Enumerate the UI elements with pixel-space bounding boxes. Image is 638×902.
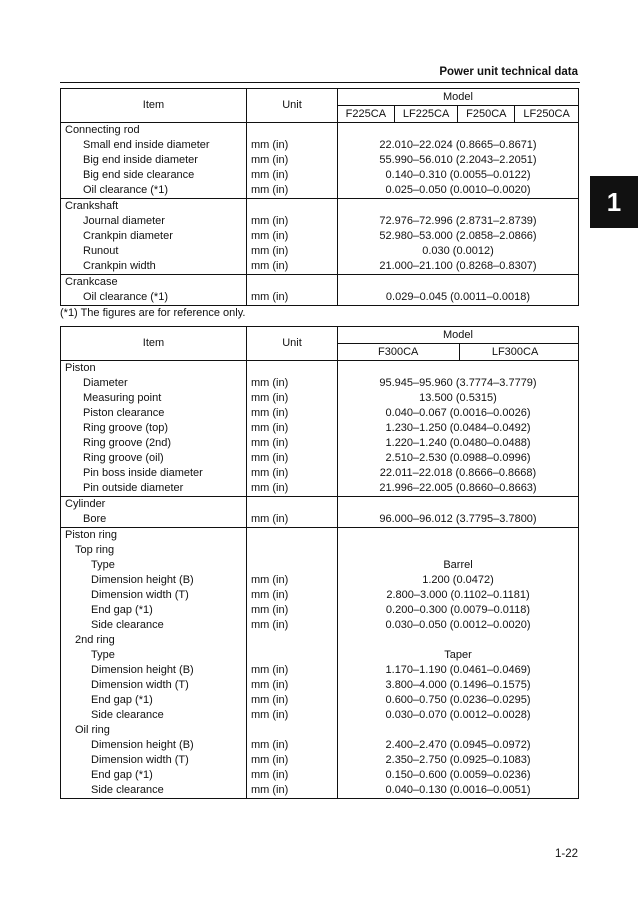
row-unit — [247, 558, 338, 573]
row-label: Dimension height (B) — [61, 573, 247, 588]
row-value: 2.800–3.000 (0.1102–0.1181) — [338, 588, 579, 603]
table-row — [61, 138, 579, 153]
col-header-model: Model — [338, 327, 579, 344]
table-row — [61, 648, 579, 663]
row-unit: mm (in) — [247, 693, 338, 708]
table-row — [61, 783, 579, 799]
row-value — [338, 528, 579, 544]
row-unit: mm (in) — [247, 678, 338, 693]
connecting-rod-crankshaft-table — [60, 88, 579, 306]
row-label: Top ring — [61, 543, 247, 558]
row-label: Small end inside diameter — [61, 138, 247, 153]
row-value: 72.976–72.996 (2.8731–2.8739) — [338, 214, 579, 229]
table-row — [61, 214, 579, 229]
table-row — [61, 229, 579, 244]
row-unit: mm (in) — [247, 783, 338, 799]
row-value: 55.990–56.010 (2.2043–2.2051) — [338, 153, 579, 168]
row-label: End gap (*1) — [61, 693, 247, 708]
row-label: Ring groove (2nd) — [61, 436, 247, 451]
row-unit — [247, 199, 338, 215]
table-row — [61, 768, 579, 783]
row-value: 0.030–0.070 (0.0012–0.0028) — [338, 708, 579, 723]
table-row — [61, 436, 579, 451]
row-value — [338, 275, 579, 291]
row-unit: mm (in) — [247, 603, 338, 618]
row-unit — [247, 361, 338, 377]
row-value: 0.150–0.600 (0.0059–0.0236) — [338, 768, 579, 783]
table-row — [61, 573, 579, 588]
row-unit: mm (in) — [247, 259, 338, 275]
table-body — [61, 361, 579, 799]
row-value: 3.800–4.000 (0.1496–0.1575) — [338, 678, 579, 693]
row-value: 22.011–22.018 (0.8666–0.8668) — [338, 466, 579, 481]
row-label: Type — [61, 558, 247, 573]
table-row — [61, 497, 579, 513]
row-value: 1.230–1.250 (0.0484–0.0492) — [338, 421, 579, 436]
row-unit — [247, 633, 338, 648]
row-value: 0.025–0.050 (0.0010–0.0020) — [338, 183, 579, 199]
row-unit: mm (in) — [247, 229, 338, 244]
row-value: 0.140–0.310 (0.0055–0.0122) — [338, 168, 579, 183]
table-row — [61, 618, 579, 633]
row-value: 0.600–0.750 (0.0236–0.0295) — [338, 693, 579, 708]
table-row — [61, 753, 579, 768]
row-unit — [247, 528, 338, 544]
row-label: End gap (*1) — [61, 603, 247, 618]
row-label: Side clearance — [61, 618, 247, 633]
table-row — [61, 183, 579, 199]
row-value: 0.029–0.045 (0.0011–0.0018) — [338, 290, 579, 306]
row-value: 2.510–2.530 (0.0988–0.0996) — [338, 451, 579, 466]
row-value: 52.980–53.000 (2.0858–2.0866) — [338, 229, 579, 244]
row-label: Oil clearance (*1) — [61, 290, 247, 306]
table-row — [61, 421, 579, 436]
table-row — [61, 678, 579, 693]
row-unit: mm (in) — [247, 753, 338, 768]
row-value: 0.030–0.050 (0.0012–0.0020) — [338, 618, 579, 633]
row-unit: mm (in) — [247, 663, 338, 678]
row-unit: mm (in) — [247, 466, 338, 481]
table-row — [61, 708, 579, 723]
model-header: F300CA — [338, 344, 460, 361]
table-row — [61, 451, 579, 466]
row-unit: mm (in) — [247, 573, 338, 588]
row-label: Diameter — [61, 376, 247, 391]
table-row — [61, 528, 579, 544]
row-value — [338, 361, 579, 377]
col-header-unit: Unit — [247, 89, 338, 123]
row-unit: mm (in) — [247, 768, 338, 783]
row-value: 0.040–0.067 (0.0016–0.0026) — [338, 406, 579, 421]
row-value — [338, 543, 579, 558]
row-unit: mm (in) — [247, 214, 338, 229]
table-row — [61, 244, 579, 259]
row-label: Journal diameter — [61, 214, 247, 229]
row-label: Oil clearance (*1) — [61, 183, 247, 199]
row-value: Barrel — [338, 558, 579, 573]
col-header-item: Item — [61, 89, 247, 123]
row-unit: mm (in) — [247, 183, 338, 199]
row-unit: mm (in) — [247, 244, 338, 259]
model-header: LF250CA — [515, 106, 579, 123]
row-label: Oil ring — [61, 723, 247, 738]
row-unit: mm (in) — [247, 153, 338, 168]
row-unit — [247, 123, 338, 139]
row-label: Piston clearance — [61, 406, 247, 421]
row-label: Connecting rod — [61, 123, 247, 139]
row-value: 13.500 (0.5315) — [338, 391, 579, 406]
row-label: Pin boss inside diameter — [61, 466, 247, 481]
row-value — [338, 123, 579, 139]
table-row — [61, 603, 579, 618]
row-unit: mm (in) — [247, 588, 338, 603]
row-unit: mm (in) — [247, 481, 338, 497]
row-unit: mm (in) — [247, 406, 338, 421]
row-unit: mm (in) — [247, 436, 338, 451]
row-value: 2.400–2.470 (0.0945–0.0972) — [338, 738, 579, 753]
row-label: Dimension width (T) — [61, 753, 247, 768]
row-unit: mm (in) — [247, 451, 338, 466]
col-header-item: Item — [61, 327, 247, 361]
row-label: Dimension height (B) — [61, 663, 247, 678]
row-label: Big end inside diameter — [61, 153, 247, 168]
row-unit: mm (in) — [247, 138, 338, 153]
row-unit — [247, 648, 338, 663]
table-row — [61, 406, 579, 421]
row-label: Big end side clearance — [61, 168, 247, 183]
row-unit — [247, 497, 338, 513]
row-value: 1.200 (0.0472) — [338, 573, 579, 588]
row-value: 2.350–2.750 (0.0925–0.1083) — [338, 753, 579, 768]
table-row — [61, 543, 579, 558]
table-row — [61, 199, 579, 215]
row-label: Side clearance — [61, 783, 247, 799]
row-unit: mm (in) — [247, 290, 338, 306]
row-value: 1.220–1.240 (0.0480–0.0488) — [338, 436, 579, 451]
row-unit: mm (in) — [247, 618, 338, 633]
row-label: Crankpin diameter — [61, 229, 247, 244]
row-value — [338, 497, 579, 513]
row-value: 1.170–1.190 (0.0461–0.0469) — [338, 663, 579, 678]
row-label: Ring groove (top) — [61, 421, 247, 436]
model-header: LF300CA — [459, 344, 578, 361]
row-label: Crankshaft — [61, 199, 247, 215]
piston-cylinder-ring-table — [60, 326, 579, 799]
model-header: F225CA — [338, 106, 395, 123]
footnote: (*1) The figures are for reference only. — [60, 307, 246, 319]
table-row — [61, 290, 579, 306]
row-unit: mm (in) — [247, 168, 338, 183]
table-row — [61, 376, 579, 391]
row-label: Crankpin width — [61, 259, 247, 275]
row-label: Runout — [61, 244, 247, 259]
row-label: Measuring point — [61, 391, 247, 406]
col-header-model: Model — [338, 89, 579, 106]
table-row — [61, 391, 579, 406]
row-label: Piston ring — [61, 528, 247, 544]
row-label: Dimension width (T) — [61, 588, 247, 603]
table-row — [61, 123, 579, 139]
row-value: 21.000–21.100 (0.8268–0.8307) — [338, 259, 579, 275]
row-label: End gap (*1) — [61, 768, 247, 783]
row-label: Crankcase — [61, 275, 247, 291]
table-row — [61, 259, 579, 275]
model-header: F250CA — [458, 106, 515, 123]
row-value: 22.010–22.024 (0.8665–0.8671) — [338, 138, 579, 153]
row-value: 96.000–96.012 (3.7795–3.7800) — [338, 512, 579, 528]
row-unit: mm (in) — [247, 391, 338, 406]
table-row — [61, 481, 579, 497]
table-row — [61, 588, 579, 603]
row-unit — [247, 723, 338, 738]
row-value — [338, 199, 579, 215]
row-label: 2nd ring — [61, 633, 247, 648]
table-row — [61, 466, 579, 481]
row-value: 0.030 (0.0012) — [338, 244, 579, 259]
row-label: Bore — [61, 512, 247, 528]
table-row — [61, 663, 579, 678]
row-label: Side clearance — [61, 708, 247, 723]
table-row — [61, 723, 579, 738]
row-label: Piston — [61, 361, 247, 377]
row-value: 21.996–22.005 (0.8660–0.8663) — [338, 481, 579, 497]
row-label: Dimension height (B) — [61, 738, 247, 753]
chapter-tab: 1 — [590, 176, 638, 228]
row-unit — [247, 275, 338, 291]
table-row — [61, 738, 579, 753]
table-row — [61, 512, 579, 528]
row-unit: mm (in) — [247, 376, 338, 391]
row-label: Cylinder — [61, 497, 247, 513]
row-value: Taper — [338, 648, 579, 663]
row-value — [338, 723, 579, 738]
row-label: Dimension width (T) — [61, 678, 247, 693]
row-label: Pin outside diameter — [61, 481, 247, 497]
col-header-unit: Unit — [247, 327, 338, 361]
table-body — [61, 123, 579, 306]
table-row — [61, 633, 579, 648]
row-unit: mm (in) — [247, 512, 338, 528]
row-label: Ring groove (oil) — [61, 451, 247, 466]
table-row — [61, 558, 579, 573]
table-row — [61, 275, 579, 291]
row-unit: mm (in) — [247, 421, 338, 436]
row-value: 0.040–0.130 (0.0016–0.0051) — [338, 783, 579, 799]
page-number: 1-22 — [554, 848, 578, 860]
row-label: Type — [61, 648, 247, 663]
table-row — [61, 168, 579, 183]
row-unit: mm (in) — [247, 738, 338, 753]
row-value: 95.945–95.960 (3.7774–3.7779) — [338, 376, 579, 391]
table-row — [61, 361, 579, 377]
row-unit — [247, 543, 338, 558]
page-header-title: Power unit technical data — [439, 66, 578, 78]
table-row — [61, 153, 579, 168]
row-unit: mm (in) — [247, 708, 338, 723]
table-row — [61, 693, 579, 708]
row-value: 0.200–0.300 (0.0079–0.0118) — [338, 603, 579, 618]
model-header: LF225CA — [394, 106, 458, 123]
row-value — [338, 633, 579, 648]
header-divider — [60, 82, 580, 83]
